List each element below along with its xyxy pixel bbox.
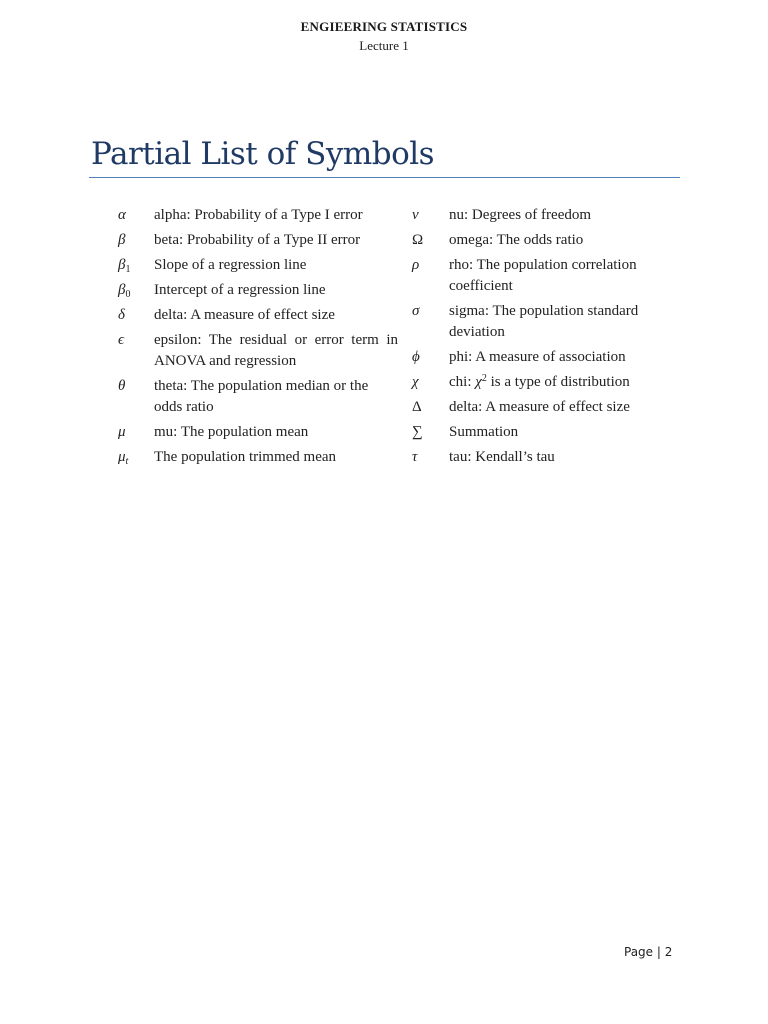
symbol-row-sigma [412,301,682,343]
symbol-sigma-desc: sigma: The population standard deviation [449,303,639,340]
symbol-epsilon: ϵ [118,332,125,348]
symbol-chi: χ [412,374,419,390]
symbol-row-phi [412,347,682,368]
symbol-row-nu [412,205,682,226]
symbols-left-column [118,205,398,472]
symbol-summation: ∑ [412,424,423,440]
symbol-row-beta [118,230,398,251]
symbol-omega-desc: omega: The odds ratio [449,232,584,248]
symbol-row-epsilon [118,330,398,372]
symbol-mu-t-desc: The population trimmed mean [154,449,337,465]
title-underline [89,177,680,178]
symbol-delta-desc: delta: A measure of effect size [154,307,335,323]
symbol-rho-desc: rho: The population correlation coefficient [449,257,637,294]
symbol-phi-desc: phi: A measure of association [449,349,626,365]
symbol-theta: θ [118,378,126,394]
symbol-sigma: σ [412,303,420,319]
symbol-row-beta0 [118,280,398,301]
symbol-row-tau [412,447,682,468]
symbol-theta-desc: theta: The population median or the odds ratio [154,378,369,415]
symbol-alpha-desc: alpha: Probability of a Type I error [154,207,363,223]
symbol-beta0-desc: Intercept of a regression line [154,282,326,298]
symbols-right-column [412,205,682,472]
symbol-summation-desc: Summation [449,424,519,440]
symbol-row-delta [118,305,398,326]
symbol-row-theta [118,376,398,418]
symbol-epsilon-desc: epsilon: The residual or error term in ANOVA and regression [154,332,398,369]
symbol-row-beta1 [118,255,398,276]
page-number: Page | 2 [624,945,673,959]
header-subtitle: Lecture 1 [359,38,409,53]
symbol-mu-t: $\mu_t$ [118,449,129,467]
symbol-row-delta-upper [412,397,682,418]
symbol-nu-desc: nu: Degrees of freedom [449,207,592,223]
symbol-row-summation [412,422,682,443]
symbol-omega: Ω [412,232,424,248]
symbol-mu: μ [118,424,126,440]
symbol-row-chi [412,372,682,393]
symbol-delta-upper: Δ [412,399,422,415]
symbol-row-mu [118,422,398,443]
symbol-nu: ν [412,207,419,223]
symbol-beta0: $\beta_0$ [118,282,131,300]
symbol-beta-desc: beta: Probability of a Type II error [154,232,361,248]
symbol-tau-desc: tau: Kendall’s tau [449,449,555,465]
symbol-row-mu-t [118,447,398,468]
symbol-row-alpha [118,205,398,226]
page-title: Partial List of Symbols [91,136,435,172]
symbol-delta-upper-desc: delta: A measure of effect size [449,399,630,415]
symbol-alpha: α [118,207,126,223]
symbol-mu-desc: mu: The population mean [154,424,309,440]
symbol-rho: ρ [412,257,420,273]
symbol-phi: ϕ [412,349,420,365]
symbol-tau: τ [412,449,418,465]
symbol-beta1-desc: Slope of a regression line [154,257,307,273]
symbol-beta1: $\beta_1$ [118,257,131,275]
symbol-delta: δ [118,307,125,323]
symbol-row-rho [412,255,682,297]
symbol-row-omega [412,230,682,251]
symbol-chi-desc: chi: $\chi^2$ is a type of distribution [449,373,630,390]
page-header [0,19,768,54]
symbol-beta: β [118,232,126,248]
header-title: ENGIEERING STATISTICS [300,19,468,34]
